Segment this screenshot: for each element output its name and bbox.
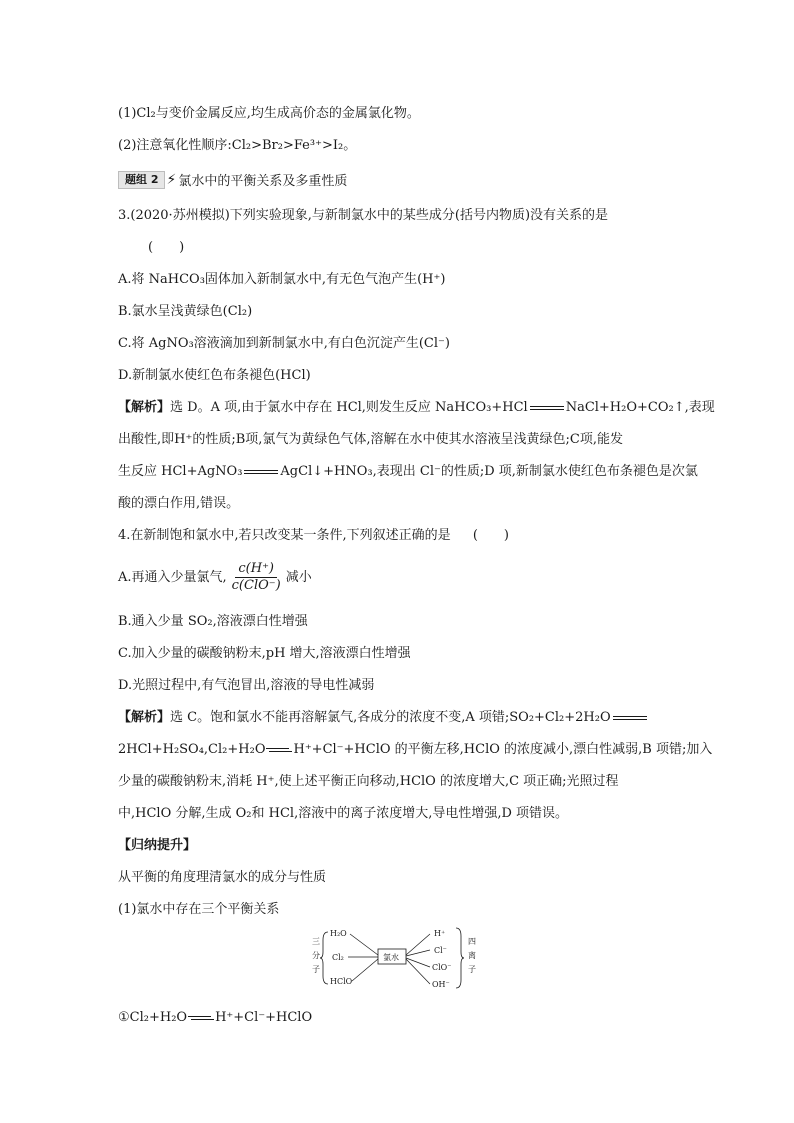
q3-option-b: B.氯水呈浅黄绿色(Cl₂) xyxy=(118,304,253,319)
analysis-label: 【解析】 xyxy=(118,400,171,415)
analysis-text: 选 C。饱和氯水不能再溶解氯气,各成分的浓度不变,A 项错;SO₂+Cl₂+2H₂O xyxy=(170,710,611,725)
note-1: (1)Cl₂与变价金属反应,均生成高价态的金属氯化物。 xyxy=(118,106,420,121)
center-label: 氯水 xyxy=(383,953,399,962)
q3-option-d: D.新制氯水使红色布条褪色(HCl) xyxy=(118,368,311,383)
right-brace xyxy=(456,928,464,988)
summary-label: 【归纳提升】 xyxy=(118,838,197,853)
analysis-text: H⁺+Cl⁻+HClO 的平衡左移,HClO 的浓度减小,漂白性减弱,B 项错;加入 xyxy=(293,742,713,757)
q4-answer-blank: ( ) xyxy=(472,528,509,543)
ion-cl: Cl⁻ xyxy=(434,946,447,955)
analysis-text: 2HCl+H₂SO₄,Cl₂+H₂O xyxy=(118,742,266,757)
q4-option-a xyxy=(118,558,312,598)
left-label-char: 三 xyxy=(312,937,320,946)
summary-title: 从平衡的角度理清氯水的成分与性质 xyxy=(118,870,327,885)
left-label-char: 分 xyxy=(312,951,320,960)
q4-option-d: D.光照过程中,有气泡冒出,溶液的导电性减弱 xyxy=(118,678,375,693)
q3-answer-blank: ( ) xyxy=(148,240,185,255)
q3-option-c: C.将 AgNO₃溶液滴加到新制氯水中,有白色沉淀产生(Cl⁻) xyxy=(118,336,450,351)
fraction-numerator: c(H⁺) xyxy=(235,561,277,578)
q4-analysis-line-4: 中,HClO 分解,生成 O₂和 HCl,溶液中的离子浓度增大,导电性增强,D 项错误。 xyxy=(118,806,569,821)
analysis-text: AgCl↓+HNO₃,表现出 Cl⁻的性质;D 项,新制氯水使红色布条褪色是次氯 xyxy=(280,464,698,479)
fraction-denominator: c(ClO⁻) xyxy=(231,578,281,593)
q3-analysis-line-3 xyxy=(118,462,698,482)
analysis-label: 【解析】 xyxy=(118,710,171,725)
reversible-arrow xyxy=(266,746,292,754)
molecule-cl2: Cl₂ xyxy=(332,953,344,962)
equation-right: H⁺+Cl⁻+HClO xyxy=(215,1010,313,1025)
q4-stem-text: 4.在新制饱和氯水中,若只改变某一条件,下列叙述正确的是 xyxy=(118,528,451,543)
left-label-char: 子 xyxy=(312,965,320,974)
right-label-char: 子 xyxy=(468,965,476,974)
note-2: (2)注意氧化性顺序:Cl₂>Br₂>Fe³⁺>I₂。 xyxy=(118,138,357,153)
analysis-text: 生反应 HCl+AgNO₃ xyxy=(118,464,243,479)
q3-option-a: A.将 NaHCO₃固体加入新制氯水中,有无色气泡产生(H⁺) xyxy=(118,272,446,287)
q4-analysis-line-3: 少量的碳酸钠粉末,消耗 H⁺,使上述平衡正向移动,HClO 的浓度增大,C 项正确;光照过程 xyxy=(118,774,619,789)
ion-h: H⁺ xyxy=(434,929,446,938)
connector-line xyxy=(406,950,430,956)
lightning-icon: ⚡ xyxy=(166,171,177,188)
q4-stem xyxy=(118,526,509,546)
molecule-hclo: HClO xyxy=(330,977,353,986)
equals-sign xyxy=(613,714,647,722)
ion-clo: ClO⁻ xyxy=(432,963,452,972)
connector-line xyxy=(406,934,430,955)
q4-option-a-text: A.再通入少量氯气, xyxy=(118,570,227,585)
q3-analysis-line-4: 酸的漂白作用,错误。 xyxy=(118,496,240,511)
chlorine-water-composition-diagram xyxy=(310,922,480,994)
q4-option-c: C.加入少量的碳酸钠粉末,pH 增大,溶液漂白性增强 xyxy=(118,646,411,661)
q3-analysis-line-2: 出酸性,即H⁺的性质;B项,氯气为黄绿色气体,溶解在水中使其水溶液呈浅黄绿色;C项,能发 xyxy=(118,432,623,447)
q3-analysis-line-1 xyxy=(118,398,715,418)
section-badge: 题组 2 xyxy=(118,171,165,189)
equals-sign xyxy=(530,404,564,412)
analysis-text: 选 D。A 项,由于氯水中存在 HCl,则发生反应 NaHCO₃+HCl xyxy=(170,400,528,415)
equals-sign xyxy=(244,468,278,476)
analysis-text: NaCl+H₂O+CO₂↑,表现 xyxy=(565,400,715,415)
right-label-char: 离 xyxy=(468,951,476,960)
section-title: 氯水中的平衡关系及多重性质 xyxy=(178,174,348,189)
q4-analysis-line-2 xyxy=(118,740,712,760)
q3-stem: 3.(2020·苏州模拟)下列实验现象,与新制氯水中的某些成分(括号内物质)没有关系的是 xyxy=(118,208,609,223)
connector-line xyxy=(352,959,378,981)
equilibrium-equation-1 xyxy=(118,1008,312,1028)
summary-subtitle: (1)氯水中存在三个平衡关系 xyxy=(118,902,280,917)
q4-option-a-suffix: 减小 xyxy=(285,570,312,585)
right-label-char: 四 xyxy=(468,937,476,946)
equation-left: ①Cl₂+H₂O xyxy=(118,1010,188,1025)
left-brace xyxy=(320,932,328,984)
reversible-arrow xyxy=(188,1014,214,1022)
q4-option-b: B.通入少量 SO₂,溶液漂白性增强 xyxy=(118,614,308,629)
molecule-h2o: H₂O xyxy=(330,929,347,938)
q4-analysis-line-1 xyxy=(118,708,649,728)
ion-oh: OH⁻ xyxy=(432,980,450,989)
section-header xyxy=(118,170,347,189)
connector-line xyxy=(350,934,378,955)
concentration-fraction xyxy=(229,561,284,594)
